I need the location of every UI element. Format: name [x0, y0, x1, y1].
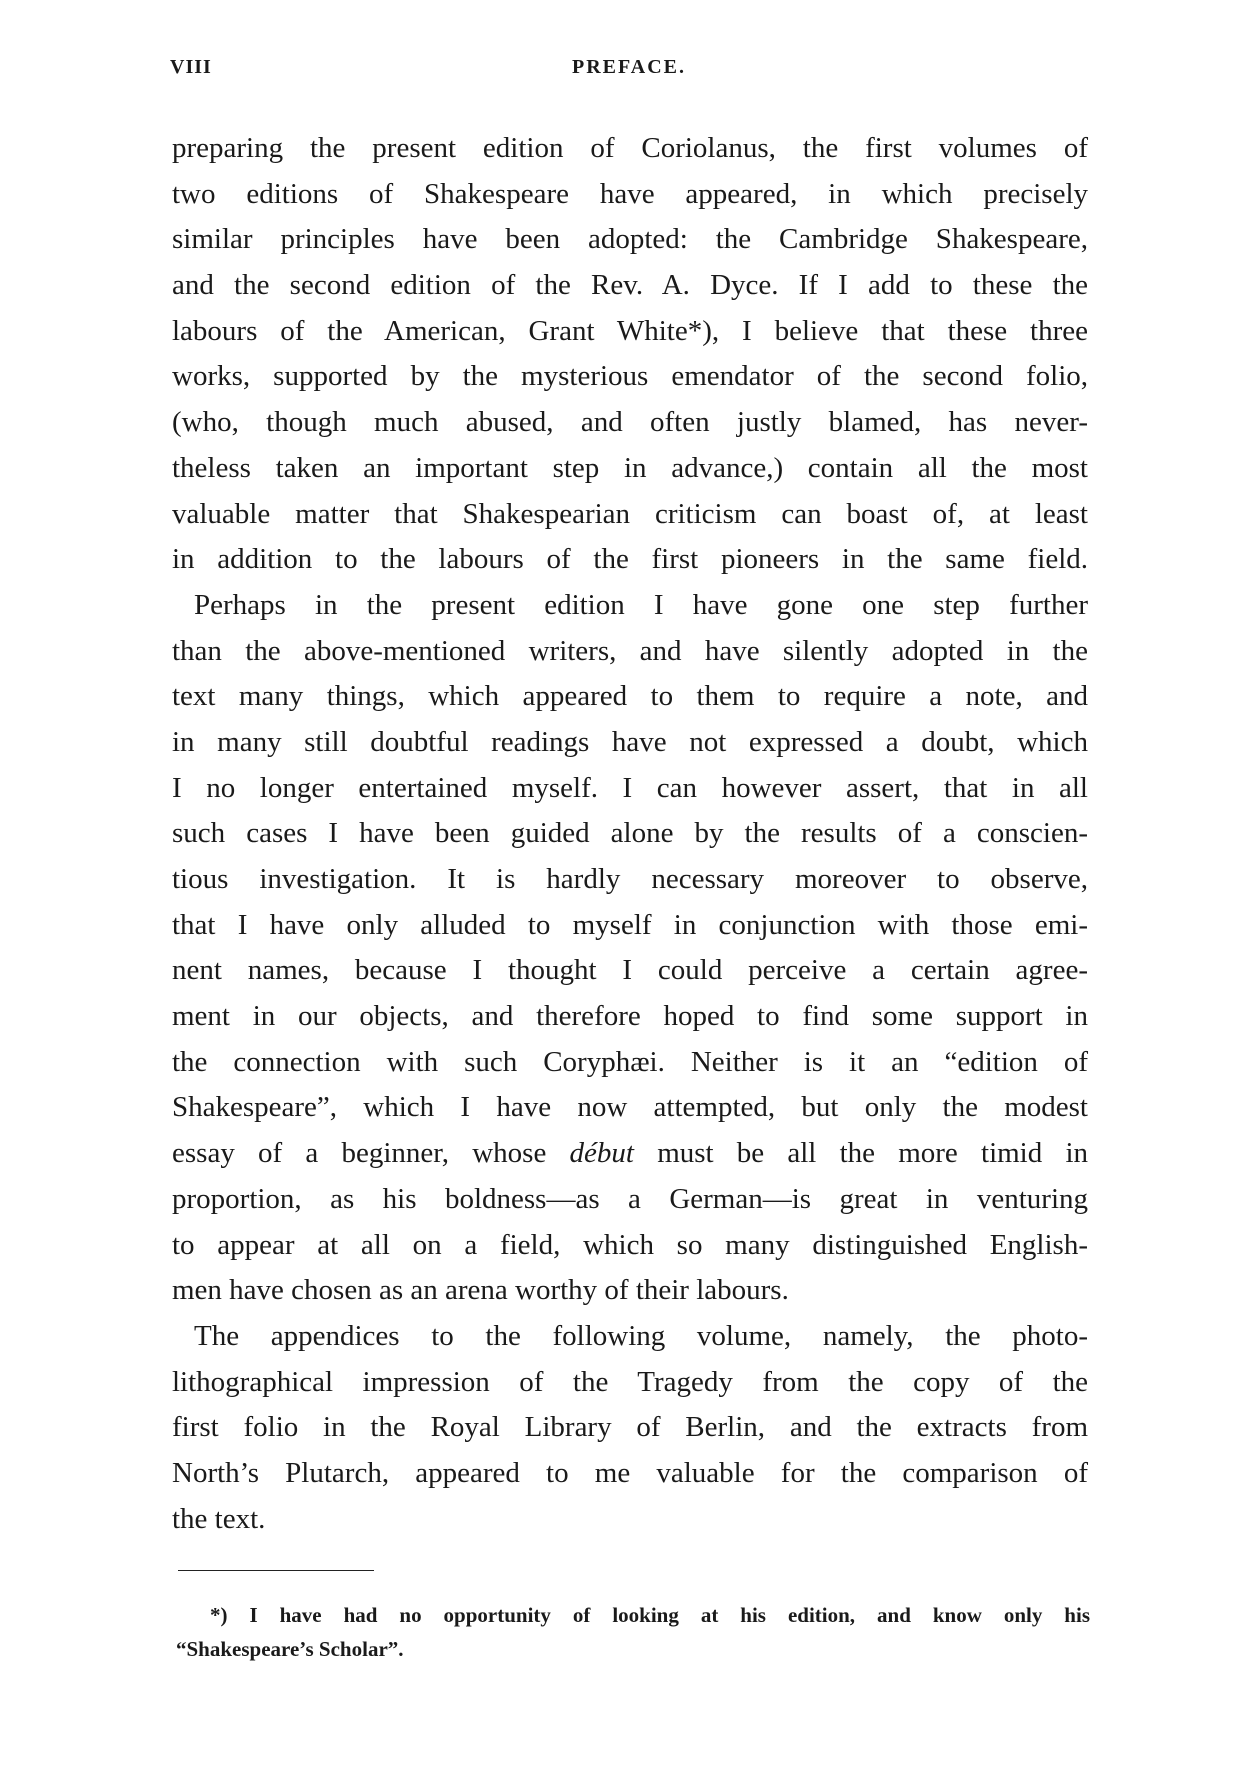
text-line: (who, though much abused, and often justly blamed, has never- — [172, 406, 1088, 439]
text-line: North’s Plutarch, appeared to me valuable for the comparison of — [172, 1456, 1088, 1489]
text-line: in many still doubtful readings have not expressed a doubt, which — [172, 725, 1088, 758]
page-body — [172, 126, 1088, 1542]
text-line: theless taken an important step in advance,) contain all the most — [172, 451, 1088, 484]
text-line: lithographical impression of the Tragedy from the copy of the — [172, 1365, 1088, 1398]
text-line: Shakespeare”, which I have now attempted, but only the modest — [172, 1091, 1088, 1124]
text-line: Perhaps in the present edition I have gone one step further — [194, 588, 1088, 621]
text-line: text many things, which appeared to them to require a note, and — [172, 680, 1088, 713]
text-line: in addition to the labours of the first pioneers in the same field. — [172, 543, 1088, 576]
text-fragment: must be all the more timid in — [633, 1137, 1089, 1170]
text-line: I no longer entertained myself. I can however assert, that in all — [172, 771, 1088, 804]
text-line: nent names, because I thought I could perceive a certain agree- — [172, 954, 1088, 987]
text-line: two editions of Shakespeare have appeared, in which precisely — [172, 177, 1088, 210]
footnote-line: “Shakespeare’s Scholar”. — [176, 1637, 404, 1661]
text-line: such cases I have been guided alone by the results of a conscien- — [172, 817, 1088, 850]
italic-word: début — [569, 1137, 634, 1170]
text-line: and the second edition of the Rev. A. Dyce. If I add to these the — [172, 269, 1088, 302]
text-line: the connection with such Coryphæi. Neither is it an “edition of — [172, 1045, 1088, 1078]
text-line: men have chosen as an arena worthy of their labours. — [172, 1274, 789, 1307]
text-line: labours of the American, Grant White*), I believe that these three — [172, 314, 1088, 347]
text-line: The appendices to the following volume, namely, the photo- — [194, 1319, 1088, 1352]
text-line: tious investigation. It is hardly necessary moreover to observe, — [172, 863, 1088, 895]
text-line: to appear at all on a field, which so many distinguished English- — [172, 1228, 1088, 1261]
page-number: VIII — [170, 56, 212, 78]
text-line: works, supported by the mysterious emendator of the second folio, — [172, 360, 1088, 393]
text-line: proportion, as his boldness—as a German—is great in venturing — [172, 1182, 1088, 1215]
text-fragment: essay of a beginner, whose — [172, 1137, 570, 1170]
footnote — [176, 1598, 1090, 1666]
text-line: that I have only alluded to myself in conjunction with those emi- — [172, 908, 1088, 941]
page-header — [170, 56, 1088, 86]
text-line: similar principles have been adopted: the Cambridge Shakespeare, — [172, 223, 1088, 256]
text-line: than the above-mentioned writers, and have silently adopted in the — [172, 634, 1088, 667]
footnote-rule — [178, 1570, 374, 1571]
paragraph-2 — [172, 583, 1088, 1314]
paragraph-3 — [172, 1314, 1088, 1542]
text-line: the text. — [172, 1502, 266, 1535]
text-line: first folio in the Royal Library of Berlin, and the extracts from — [172, 1411, 1088, 1444]
footnote-line: *) I have had no opportunity of looking at his edition, and know only his — [210, 1603, 1090, 1627]
running-title: PREFACE. — [572, 56, 686, 78]
paragraph-1 — [172, 126, 1088, 583]
text-line: ment in our objects, and therefore hoped to find some support in — [172, 1000, 1088, 1033]
text-line: valuable matter that Shakespearian criticism can boast of, at least — [172, 497, 1088, 530]
text-line-debut — [172, 1131, 1088, 1177]
text-line: preparing the present edition of Coriolanus, the first volumes of — [172, 132, 1088, 164]
